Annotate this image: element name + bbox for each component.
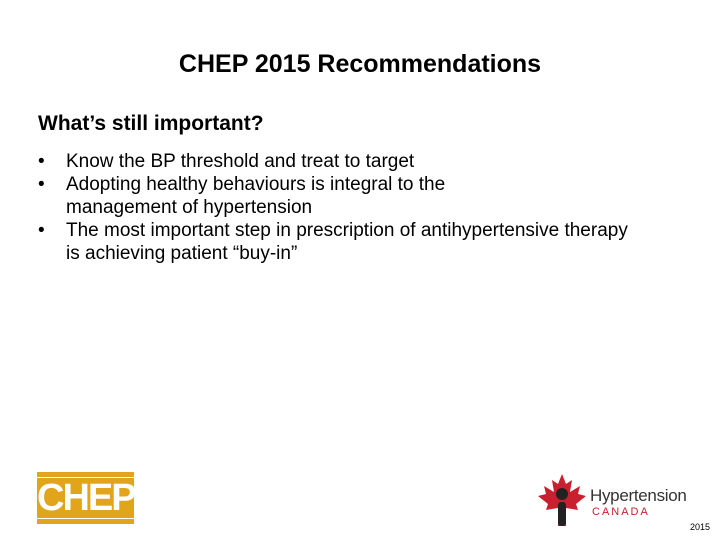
chep-logo-bottom-bar	[37, 519, 134, 524]
chep-logo-text: CHEP	[37, 477, 135, 519]
bullet-marker: •	[38, 174, 45, 195]
bullet-marker: •	[38, 151, 45, 172]
bullet-item	[38, 219, 646, 265]
bullet-list	[38, 150, 678, 265]
bullet-text: Know the BP threshold and treat to target	[66, 151, 415, 172]
bullet-item	[38, 150, 678, 173]
hypertension-logo-country: CANADA	[592, 506, 650, 518]
bullet-text: The most important step in prescription of antihypertensive therapy is achieving patient “buy-in”	[66, 220, 628, 264]
maple-leaf-icon	[536, 472, 588, 528]
slide-subtitle: What’s still important?	[38, 112, 264, 135]
hypertension-canada-logo	[536, 472, 696, 528]
slide-title: CHEP 2015 Recommendations	[178, 50, 542, 78]
chep-logo	[37, 472, 134, 524]
bullet-item	[38, 173, 536, 219]
hypertension-logo-name: Hypertension	[590, 486, 687, 505]
bullet-text: Adopting healthy behaviours is integral to the management of hypertension	[66, 174, 446, 218]
footer-year: 2015	[690, 522, 711, 532]
bullet-marker: •	[38, 220, 45, 241]
